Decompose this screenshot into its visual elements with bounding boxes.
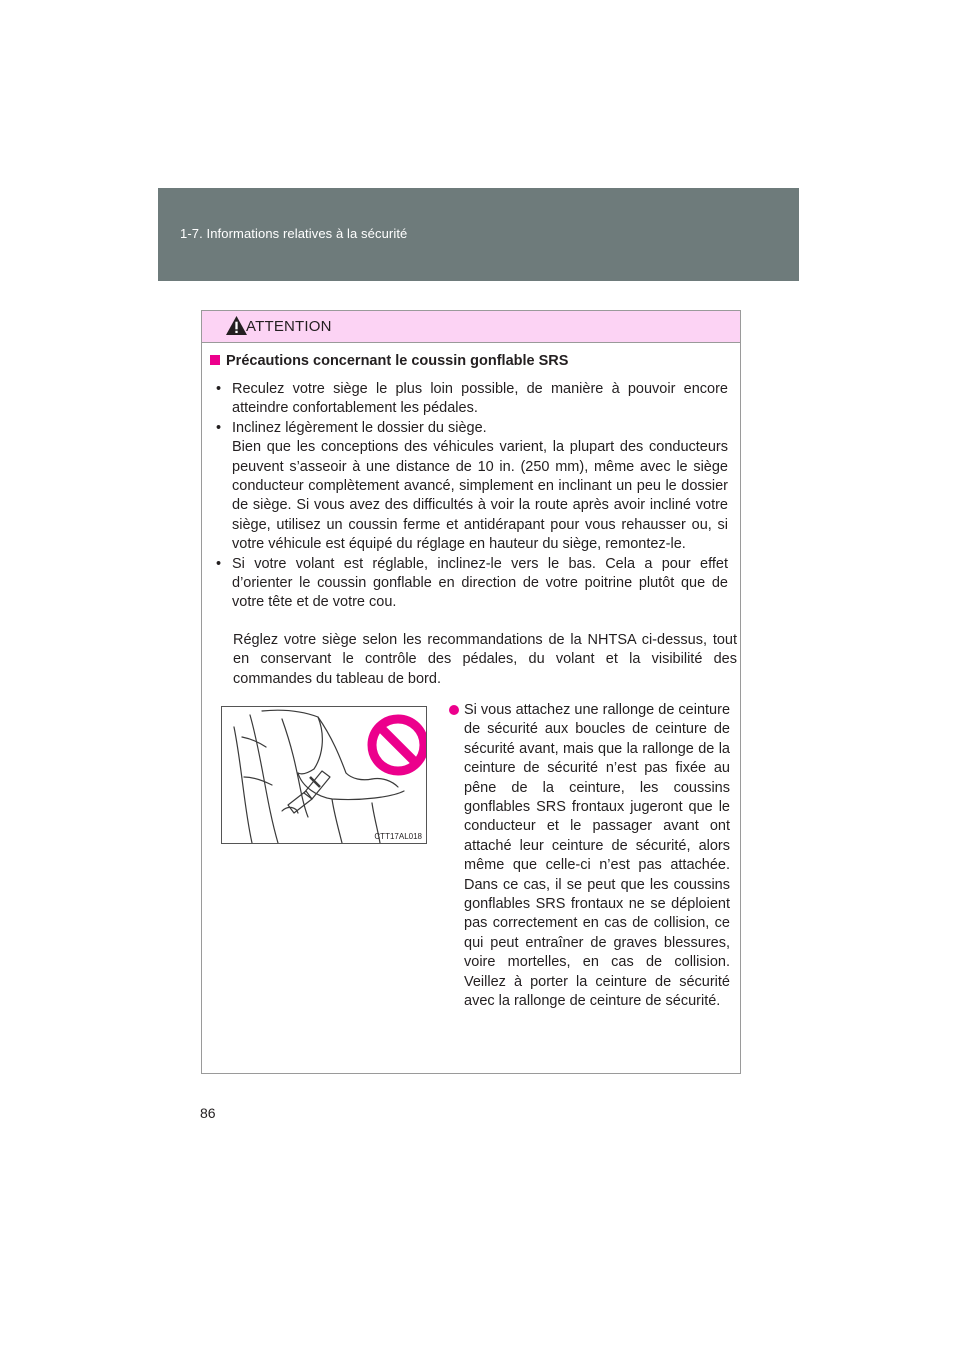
attention-label: ATTENTION — [246, 318, 332, 335]
bullet-item — [212, 555, 728, 613]
seatbelt-extender-text: Si vous attachez une rallonge de ceinture de sécurité aux boucles de ceinture de sécurité avant, mais que la rallonge de la ceinture de sécurité n’est pas fixée au pêne de la ceinture, les coussins gonflables SRS frontaux jugeront que le conducteur et le passager avant ont attaché leur ceinture de sécurité, alors même que celle-ci n’est pas attachée. Dans ce cas, il se peut que les coussins gonflables SRS frontaux ne se déploient pas correctement en cas de collision, ce qui peut entraîner de graves blessures, voire mortelles, en cas de collision. Veillez à porter la ceinture de sécurité avec la rallonge de ceinture de sécurité. — [464, 702, 731, 1010]
recommendation-paragraph: Réglez votre siège selon les recommandations de la NHTSA ci-dessus, tout en conservant le contrôle des pédales, du volant et la visibilité des commandes du tableau de bord. — [233, 632, 737, 687]
bullet-list — [212, 380, 728, 613]
figure-code: CTT17AL018 — [374, 832, 422, 841]
bullet-text: Si votre volant est réglable, inclinez-le vers le bas. Cela a pour effet d’orienter le coussin gonflable en direction de votre poitrine plutôt que de votre tête et de votre cou. — [232, 555, 728, 611]
bullet-dot-icon: • — [216, 419, 222, 436]
bullet-text: Inclinez légèrement le dossier du siège. — [232, 419, 487, 436]
seatbelt-illustration — [221, 706, 427, 844]
bullet-subtext: Bien que les conceptions des véhicules varient, la plupart des conducteurs peuvent s’asseoir à une distance de 10 in. (250 mm), même avec le siège conducteur complètement avancé, simplement en inclinant un peu le dossier de siège. Si vous avez des difficultés à voir la route après avoir incliné votre siège, utilisez un coussin ferme et antidérapant pour vous rehausser ou, si votre véhicule est équipé du réglage en hauteur du siège, remontez-le. — [232, 439, 728, 553]
section-heading-text: Précautions concernant le coussin gonflable SRS — [226, 353, 569, 369]
warning-icon — [225, 315, 248, 336]
attention-box — [201, 310, 741, 1074]
bullet-dot-icon: • — [216, 381, 222, 397]
section-heading — [210, 353, 568, 369]
bullet-dot-icon: • — [216, 555, 222, 572]
section-title: 1-7. Informations relatives à la sécurité — [180, 226, 408, 241]
attention-header — [202, 311, 740, 343]
seatbelt-extender-note — [449, 701, 730, 1012]
header-band — [158, 188, 799, 281]
seatbelt-drawing — [222, 707, 427, 844]
bullet-item — [212, 380, 728, 419]
circle-bullet-icon — [449, 705, 459, 715]
prohibited-icon — [372, 719, 424, 771]
bullet-text: Reculez votre siège le plus loin possible, de manière à pouvoir encore atteindre confortablement les pédales. — [232, 381, 728, 417]
page-number: 86 — [200, 1105, 216, 1121]
square-bullet-icon — [210, 355, 220, 365]
bullet-item — [212, 419, 728, 555]
